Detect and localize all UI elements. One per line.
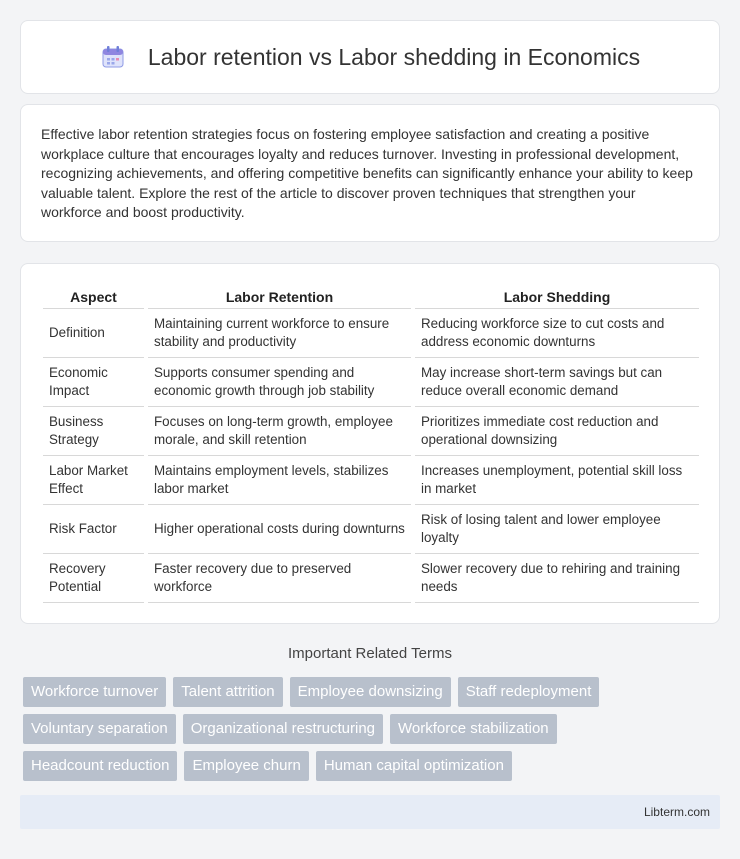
comparison-table (43, 284, 699, 603)
cell-aspect: Labor Market Effect (43, 456, 144, 505)
cell-shedding: May increase short-term savings but can reduce overall economic demand (415, 358, 699, 407)
tag-workforce-stabilization[interactable]: Workforce stabilization (390, 714, 557, 744)
tag-row (23, 714, 723, 744)
tag-human-capital-optimization[interactable]: Human capital optimization (316, 751, 512, 781)
cell-aspect: Definition (43, 309, 144, 358)
footer-site-link[interactable]: Libterm.com (643, 805, 710, 819)
tag-workforce-turnover[interactable]: Workforce turnover (23, 677, 166, 707)
intro-card (20, 104, 720, 242)
tag-voluntary-separation[interactable]: Voluntary separation (23, 714, 176, 744)
tag-row (23, 751, 723, 781)
table-row (43, 505, 699, 554)
cell-aspect: Recovery Potential (43, 554, 144, 603)
cell-retention: Faster recovery due to preserved workforce (148, 554, 411, 603)
tag-employee-downsizing[interactable]: Employee downsizing (290, 677, 451, 707)
cell-retention: Maintains employment levels, stabilizes labor market (148, 456, 411, 505)
related-terms-tags (23, 677, 723, 788)
calendar-icon (100, 44, 126, 70)
intro-text: Effective labor retention strategies focus on fostering employee satisfaction and creating a positive workplace culture that encourages loyalty and reduces turnover. Investing in professional development, recognizing achievements, and offering competitive benefits can significantly enhance your ability to keep valuable talent. Explore the rest of the article to discover proven techniques that strengthen your workforce and boost productivity. (41, 126, 693, 221)
cell-aspect: Risk Factor (43, 505, 144, 554)
header-labor-retention: Labor Retention (148, 284, 411, 309)
cell-retention: Higher operational costs during downturns (148, 505, 411, 554)
footer (20, 795, 720, 829)
table-row (43, 309, 699, 358)
tag-organizational-restructuring[interactable]: Organizational restructuring (183, 714, 383, 744)
tag-headcount-reduction[interactable]: Headcount reduction (23, 751, 177, 781)
cell-retention: Supports consumer spending and economic growth through job stability (148, 358, 411, 407)
tag-talent-attrition[interactable]: Talent attrition (173, 677, 282, 707)
header-labor-shedding: Labor Shedding (415, 284, 699, 309)
cell-aspect: Economic Impact (43, 358, 144, 407)
table-row (43, 554, 699, 603)
page-title: Labor retention vs Labor shedding in Economics (147, 43, 641, 70)
table-row (43, 456, 699, 505)
cell-shedding: Slower recovery due to rehiring and training needs (415, 554, 699, 603)
cell-shedding: Reducing workforce size to cut costs and address economic downturns (415, 309, 699, 358)
cell-shedding: Prioritizes immediate cost reduction and operational downsizing (415, 407, 699, 456)
comparison-table-card (20, 263, 720, 624)
cell-shedding: Risk of losing talent and lower employee loyalty (415, 505, 699, 554)
title-card (20, 20, 720, 94)
header-aspect: Aspect (43, 284, 144, 309)
table-header-row (43, 284, 699, 309)
related-terms-title: Important Related Terms (288, 645, 452, 662)
cell-shedding: Increases unemployment, potential skill loss in market (415, 456, 699, 505)
table-row (43, 407, 699, 456)
tag-row (23, 677, 723, 707)
cell-aspect: Business Strategy (43, 407, 144, 456)
cell-retention: Maintaining current workforce to ensure stability and productivity (148, 309, 411, 358)
tag-employee-churn[interactable]: Employee churn (184, 751, 308, 781)
table-row (43, 358, 699, 407)
cell-retention: Focuses on long-term growth, employee morale, and skill retention (148, 407, 411, 456)
tag-staff-redeployment[interactable]: Staff redeployment (458, 677, 600, 707)
